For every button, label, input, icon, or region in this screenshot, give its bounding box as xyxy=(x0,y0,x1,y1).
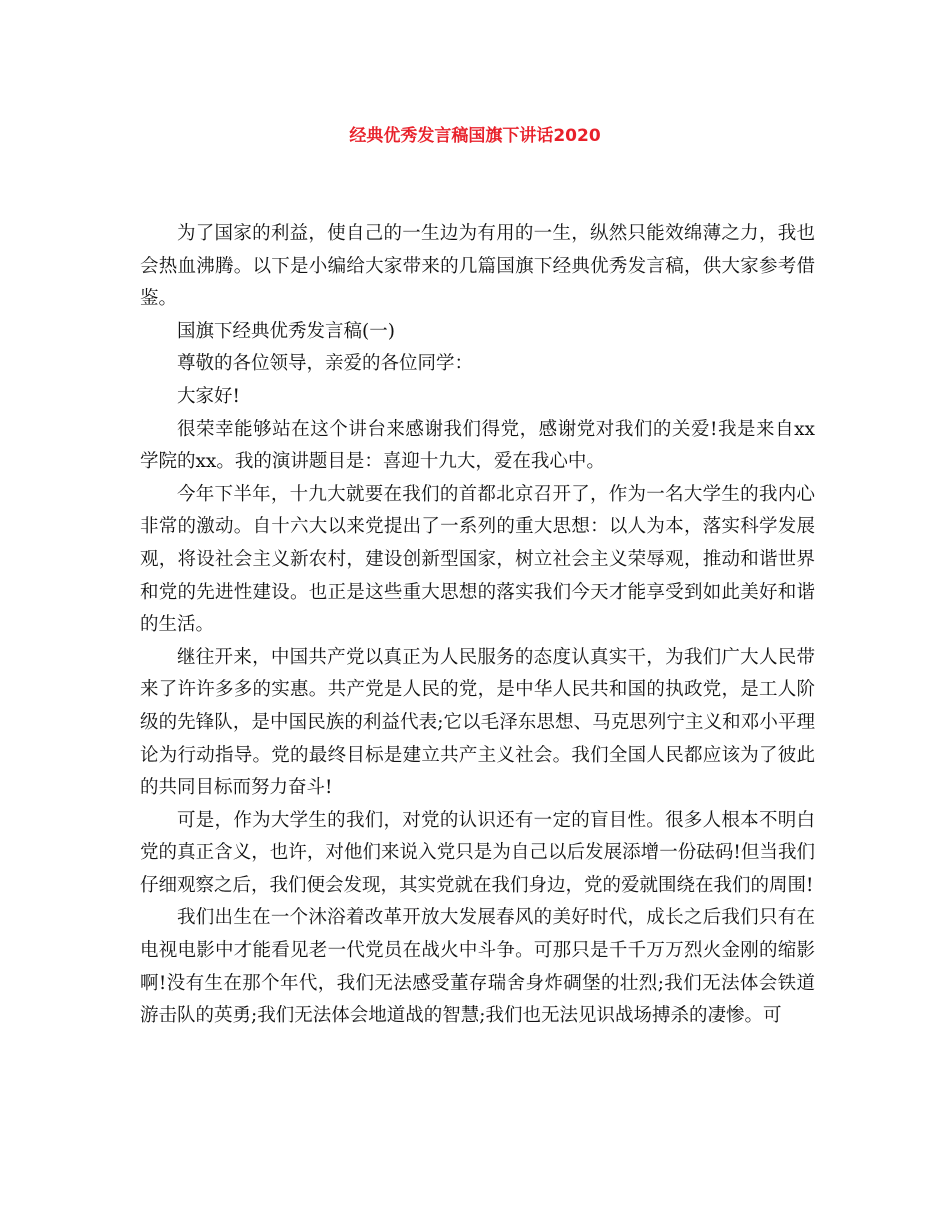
paragraph: 我们出生在一个沐浴着改革开放大发展春风的美好时代，成长之后我们只有在电视电影中才能看见老一代党员在战火中斗争。可那只是千千万万烈火金刚的缩影啊!没有生在那个年代，我们无法感受董存瑞舍身炸碉堡的壮烈;我们无法体会铁道游击队的英勇;我们无法体会地道战的智慧;我们也无法见识战场搏杀的凄惨。可 xyxy=(140,907,815,1027)
greeting: 大家好! xyxy=(177,385,240,407)
paragraph-intro: 为了国家的利益，使自己的一生边为有用的一生，纵然只能效绵薄之力，我也会热血沸腾。以下是小编给大家带来的几篇国旗下经典优秀发言稿，供大家参考借鉴。 xyxy=(140,223,815,310)
paragraph: 继往开来，中国共产党以真正为人民服务的态度认真实干，为我们广大人民带来了许许多多的实惠。共产党是人民的党，是中华人民共和国的执政党，是工人阶级的先锋队，是中国民族的利益代表;它以毛泽东思想、马克思列宁主义和邓小平理论为行动指导。党的最终目标是建立共产主义社会。我们全国人民都应该为了彼此的共同目标而努力奋斗! xyxy=(140,646,815,799)
paragraph: 可是，作为大学生的我们，对党的认识还有一定的盲目性。很多人根本不明白党的真正含义，也许，对他们来说入党只是为自己以后发展添增一份砝码!但当我们仔细观察之后，我们便会发现，其实党就在我们身边，党的爱就围绕在我们的周围! xyxy=(140,809,815,896)
paragraph: 今年下半年，十九大就要在我们的首都北京召开了，作为一名大学生的我内心非常的激动。自十六大以来党提出了一系列的重大思想：以人为本，落实科学发展观，将设社会主义新农村，建设创新型国家，树立社会主义荣辱观，推动和谐世界和党的先进性建设。也正是这些重大思想的落实我们今天才能享受到如此美好和谐的生活。 xyxy=(140,483,815,636)
section-heading: 国旗下经典优秀发言稿(一) xyxy=(177,320,395,342)
salutation: 尊敬的各位领导，亲爱的各位同学： xyxy=(177,353,474,375)
paragraph: 很荣幸能够站在这个讲台来感谢我们得党，感谢党对我们的关爱!我是来自xx学院的xx。我的演讲题目是：喜迎十九大，爱在我心中。 xyxy=(140,418,815,473)
document-title: 经典优秀发言稿国旗下讲话2020 xyxy=(349,126,601,146)
document-body xyxy=(140,218,815,1033)
